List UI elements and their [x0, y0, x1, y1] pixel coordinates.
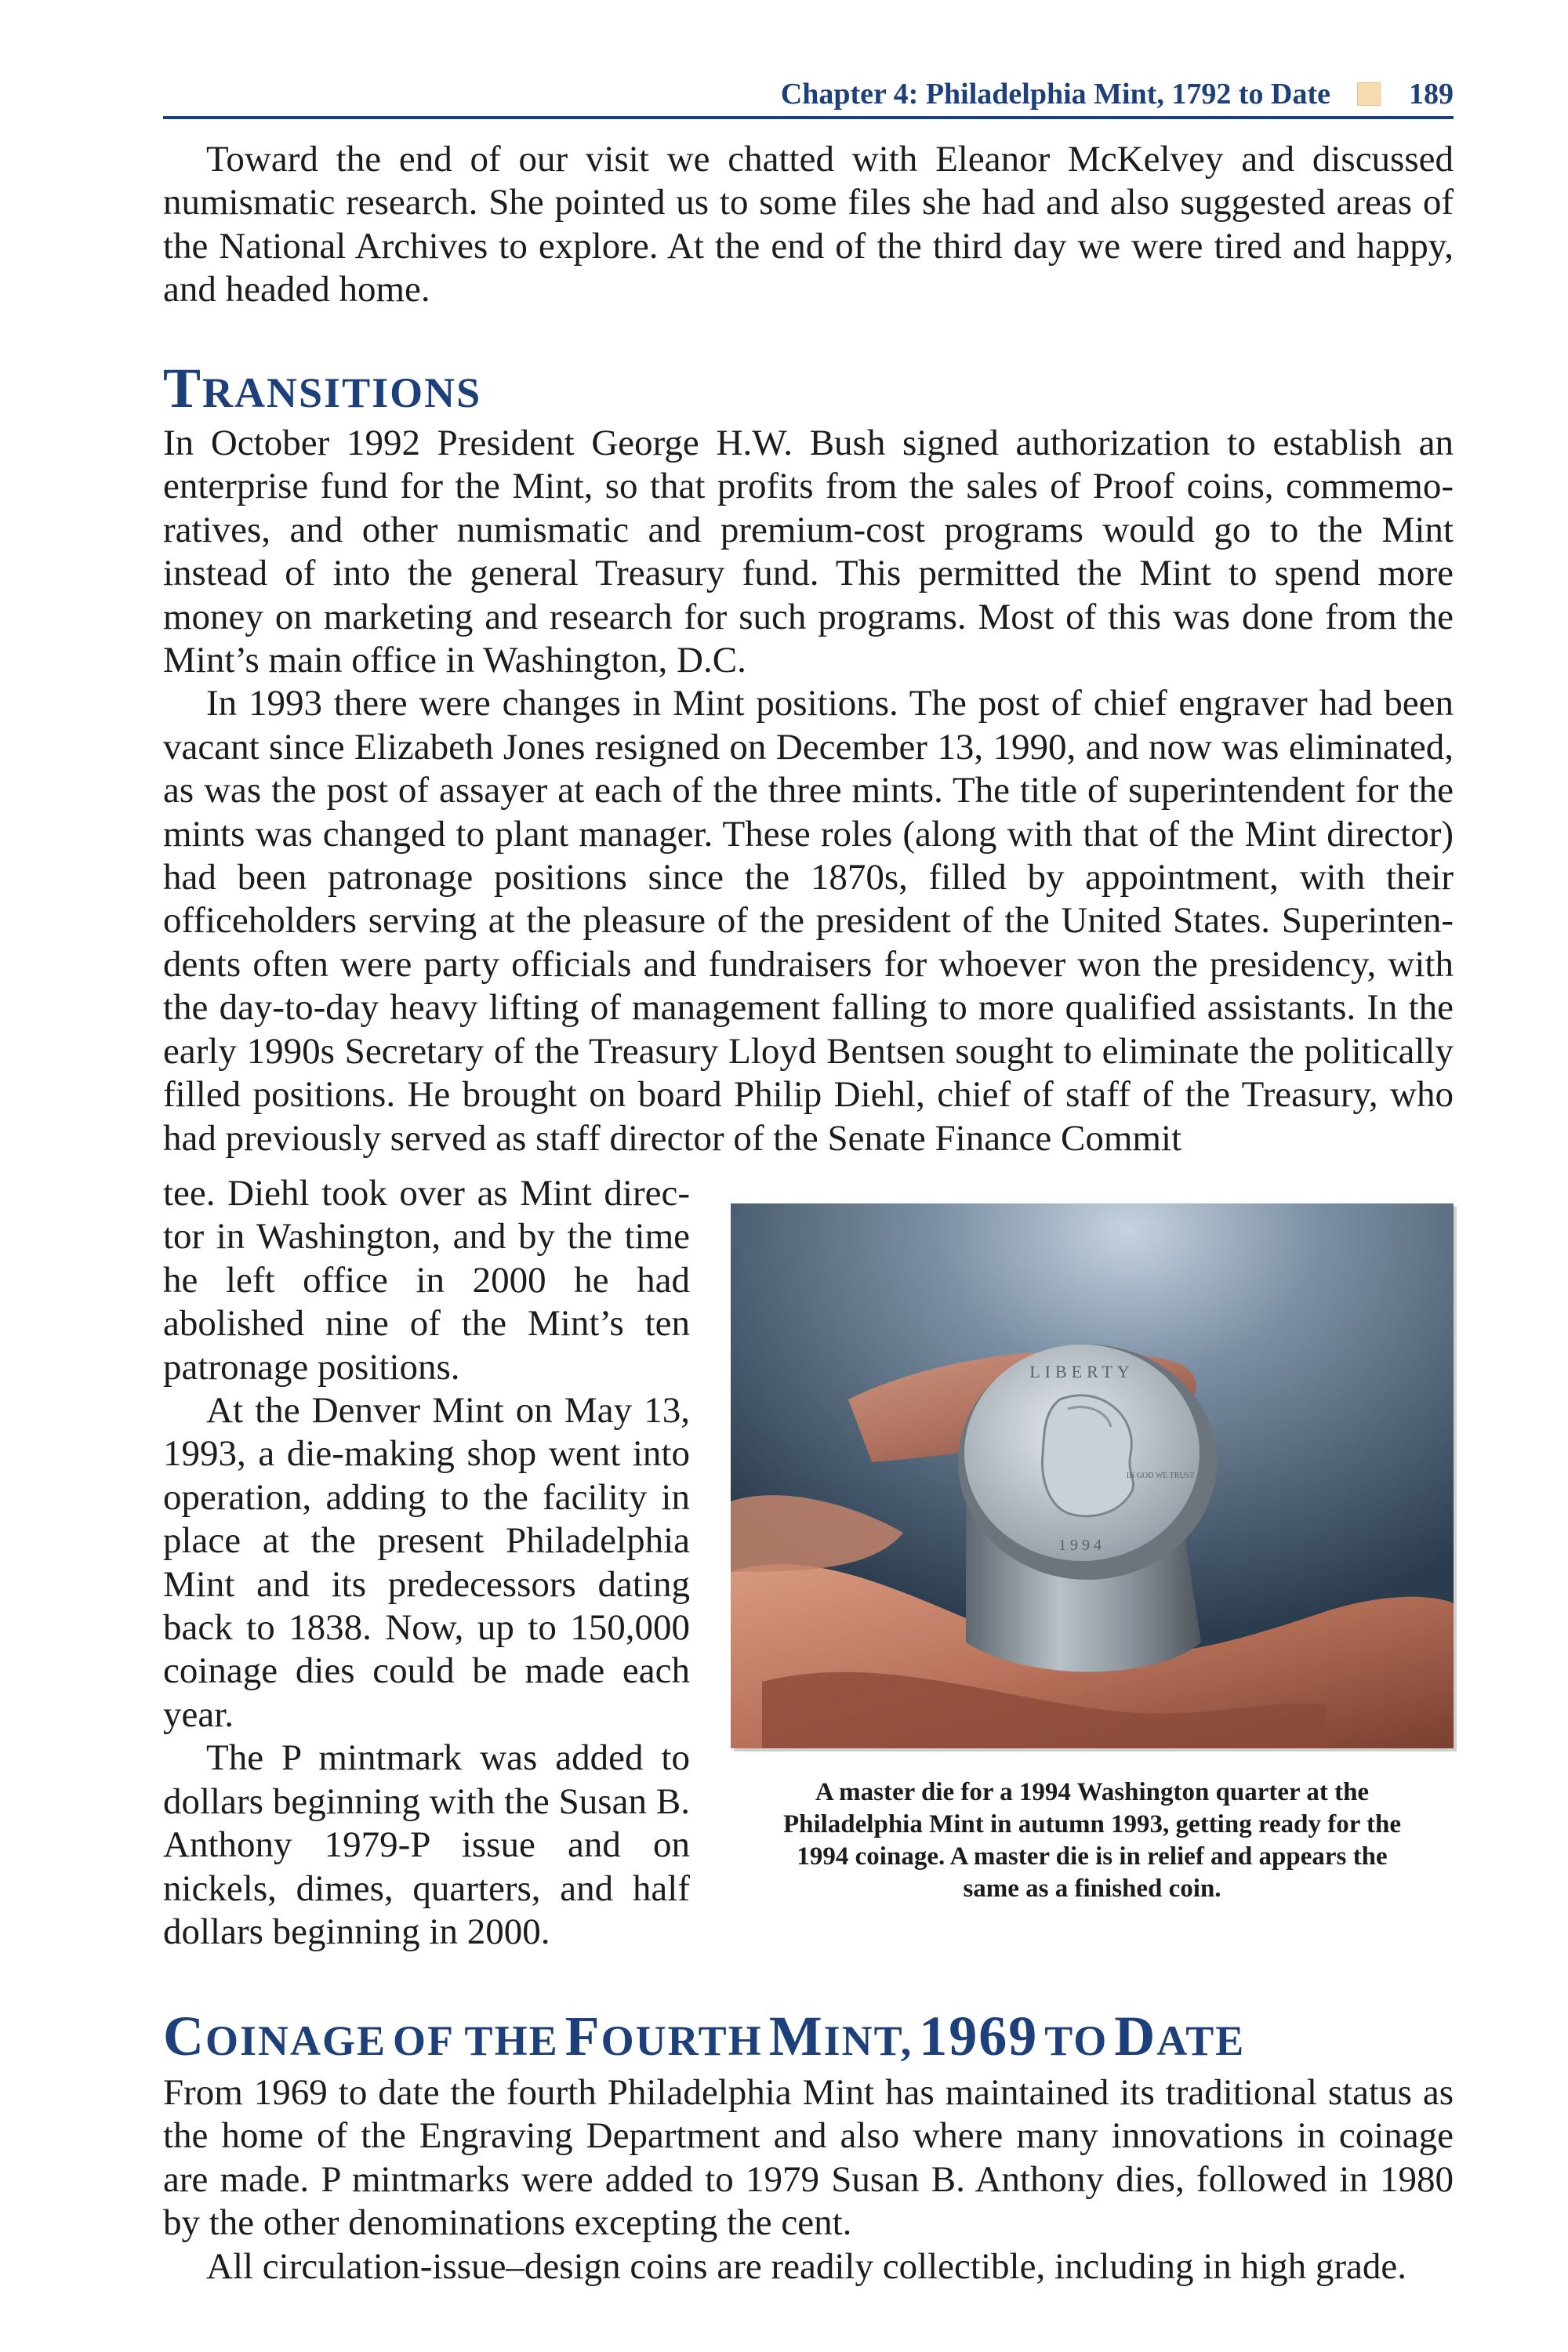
master-die-photo — [731, 1203, 1454, 1748]
coinage-paragraph-1: From 1969 to date the fourth Philadelphia Mint has maintained its traditional status as the home of the Engraving Department and also where many innovations in coinage are made. P mintmarks were added to 1979 Susan B. Anthony dies, followed in 1980 by the other denominations excepting the cent. — [163, 2072, 1454, 2244]
master-die-illustration — [731, 1203, 1454, 1748]
transitions-paragraph-3: At the Denver Mint on May 13, 1993, a die-making shop went into operation, adding to the facility in place at the present Philadelphia Mint and its predecessors dating back to 1838. Now, up to 150,000 coinage dies could be made each year. — [163, 1390, 690, 1735]
text-column — [163, 1172, 690, 1954]
intro-section — [163, 138, 1454, 312]
book-page — [163, 0, 1454, 2352]
figure — [731, 1203, 1454, 1905]
transitions-paragraph-2-continued: tee. Diehl took over as Mint director in Washington, and by the time he left office in 2000 he had abolished nine of the Mint’s ten patronage positions. — [163, 1173, 690, 1388]
transitions-paragraph-4: The P mintmark was added to dollars beginning with the Susan B. Anthony 1979-P issue and on nickels, dimes, quarters, and half dollars beginning in 2000. — [163, 1737, 690, 1952]
page-number: 189 — [1409, 78, 1454, 111]
figure-caption: A master die for a 1994 Washington quarter at the Philadelphia Mint in autumn 1993, getting ready for the 1994 coinage. A master die is in relief and appears the same as a finished coin. — [782, 1778, 1402, 1903]
coinage-paragraph-2: All circulation-issue–design coins are readily collectible, including in high grade. — [206, 2245, 1406, 2287]
running-header — [163, 72, 1454, 119]
coin-motto-text: IN GOD WE TRUST — [1126, 1472, 1195, 1480]
coin-liberty-text: LIBERTY — [1029, 1362, 1134, 1381]
header-square-ornament — [1357, 82, 1381, 106]
heading-transitions: TRANSITIONS — [163, 357, 482, 419]
coin-date-text: 1994 — [1058, 1537, 1105, 1554]
transitions-paragraph-1: In October 1992 President George H.W. Bush signed authorization to establish an enterprise fund for the Mint, so that profits from the sales of Proof coins, commemoratives, and other numismatic and premium-cost programs would go to the Mint instead of into the general Treasury fund. This permitted the Mint to spend more money on marketing and research for such programs. Most of this was done from the Mint’s main office in Washington, D.C. — [163, 423, 1454, 681]
transitions-paragraph-2: In 1993 there were changes in Mint positions. The post of chief engraver had been vacant since Elizabeth Jones resigned on December 13, 1990, and now was eliminated, as was the post of assayer at each of the three mints. The title of superintendent for the mints was changed to plant manager. These roles (along with that of the Mint director) had been patronage positions since the 1870s, filled by appointment, with their officeholders serving at the pleasure of the president of the United States. Superintendents often were party officials and fundraisers for whoever won the presidency, with the day-to-day heavy lifting of management falling to more qualified assistants. In the early 1990s Secretary of the Treasury Lloyd Bentsen sought to eliminate the politically filled positions. He brought on board Philip Diehl, chief of staff of the Treasury, who had previously served as staff director of the Senate Finance Commit — [163, 683, 1454, 1159]
heading-coinage-of-the-fourth-mint: COINAGE OF THE FOURTH MINT, 1969 TO DATE — [163, 2005, 1246, 2067]
transitions-section — [163, 422, 1454, 1160]
coinage-section — [163, 2071, 1454, 2288]
intro-paragraph: Toward the end of our visit we chatted with Eleanor McKelvey and discussed numismatic research. She pointed us to some files she had and also suggested areas of the National Archives to explore. At the end of the third day we were tired and happy, and headed home. — [163, 139, 1454, 310]
chapter-title: Chapter 4: Philadelphia Mint, 1792 to Date — [780, 78, 1330, 111]
